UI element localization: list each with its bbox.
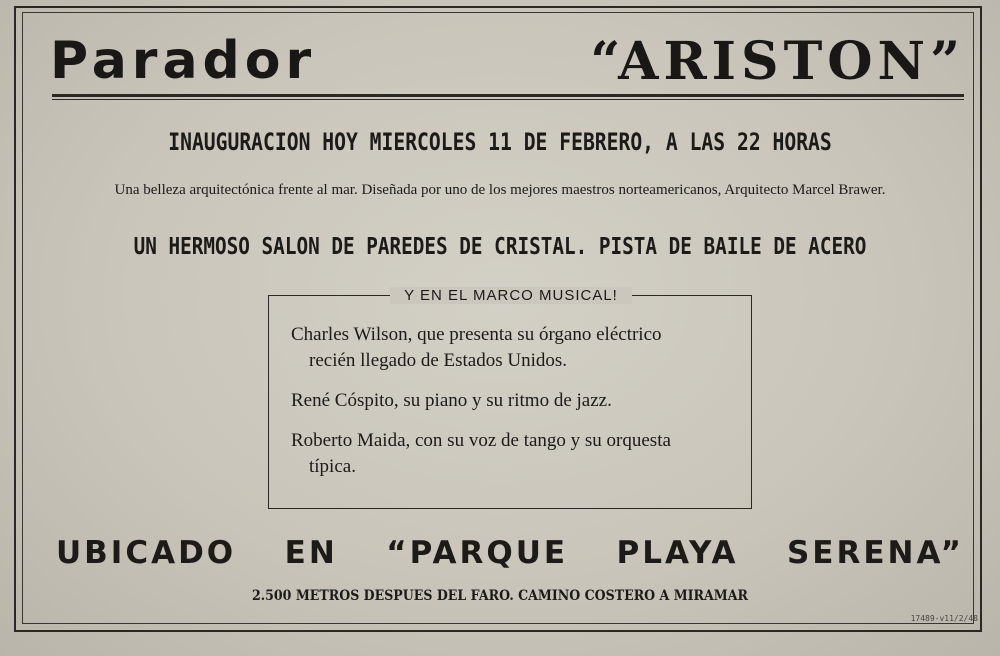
title-rule-thin [52,99,964,100]
artist-item [291,322,739,374]
print-code: 17489-v11/2/48 [910,614,978,623]
ad-title [50,26,965,96]
artist-line: recién llegado de Estados Unidos. [309,350,568,371]
music-box [268,287,752,509]
artist-line: típica. [309,456,356,477]
directions-text: 2.500 METROS DESPUES DEL FARO. CAMINO COSTERO A MIRAMAR [251,588,749,604]
location-heading [56,535,964,571]
inauguration-heading: INAUGURACION HOY MIERCOLES 11 DE FEBRERO, A LAS 22 HORAS [168,128,832,156]
location-word: SERENA” [786,535,964,571]
location-word: “PARQUE [386,535,569,571]
artist-line: René Cóspito, su piano y su ritmo de jazz. [291,390,612,411]
location-word: PLAYA [616,535,739,571]
title-rule [52,94,964,97]
music-box-title: Y EN EL MARCO MUSICAL! [390,287,632,304]
title-name: “ARISTON” [590,30,965,92]
artist-item [291,428,739,480]
features-heading: UN HERMOSO SALON DE PAREDES DE CRISTAL. PISTA DE BAILE DE ACERO [133,234,867,260]
artist-line: Charles Wilson, que presenta su órgano eléctrico [291,324,662,345]
title-word: Parador [50,31,317,91]
artist-item [291,388,739,414]
artist-line: Roberto Maida, con su voz de tango y su orquesta [291,430,671,451]
location-word: UBICADO [56,535,237,571]
description-text: Una belleza arquitectónica frente al mar. Diseñada por uno de los mejores maestros norteamericanos, Arquitecto Marcel Brawer. [114,182,886,198]
artist-list [291,322,739,494]
location-word: EN [284,535,338,571]
